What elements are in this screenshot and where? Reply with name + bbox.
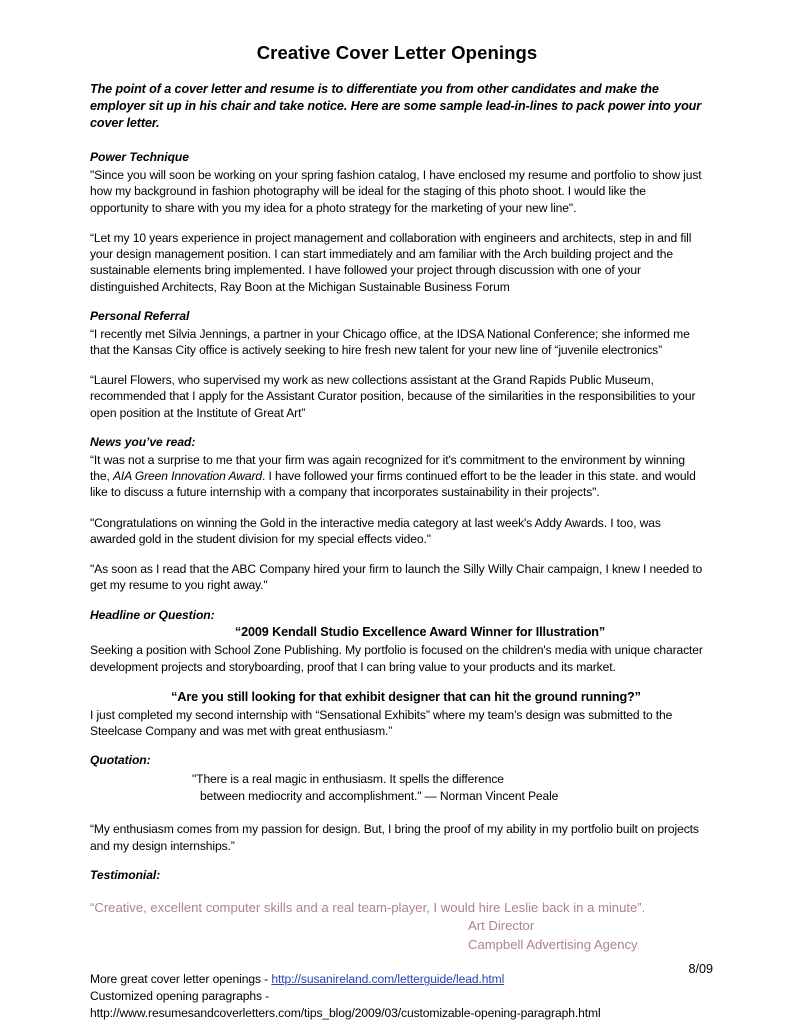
page-title: Creative Cover Letter Openings — [256, 42, 538, 63]
spacer — [90, 954, 704, 971]
section-heading-testimonial: Testimonial: — [90, 868, 161, 882]
award-name-italic: AIA Green Innovation Award — [112, 469, 262, 483]
resource-line-2-label: Customized opening paragraphs - — [90, 989, 270, 1004]
sample-headline-2: “Are you still looking for that exhibit designer that can hit the ground running?” — [171, 689, 641, 704]
power-technique-paragraph-2: “Let my 10 years experience in project management and collaboration with engineers and architects, step in and fill your design management position. I can start immediately and am familiar with the Arch building project and the sustainable elements bring implemented. I have followed your project through discussion with one of your distinguished Architects, Ray Boon at the Michigan Sustainable Business Forum — [90, 230, 692, 294]
power-technique-paragraph-1: "Since you will soon be working on your spring fashion catalog, I have enclosed my resume and portfolio to show just how my background in fashion photography will be ideal for the staging of this photo shoot. I would like the opportunity to share with you my idea for a photo strategy for the marketing of your new line". — [90, 168, 702, 215]
page-number-footer: 8/09 — [688, 962, 713, 976]
testimonial-signer-title: Art Director — [468, 918, 535, 934]
section-heading-news-youve-read: News you’ve read: — [90, 435, 196, 450]
section-heading-headline-or-question: Headline or Question: — [90, 607, 215, 622]
resource-line-3-url — [90, 1005, 704, 1022]
spacer — [90, 804, 704, 821]
document-content — [90, 42, 704, 1022]
headline-paragraph-1: Seeking a position with School Zone Publishing. My portfolio is focused on the children's media with unique character development projects and storyboarding, proof that I can bring value to your products and its market. — [90, 643, 703, 674]
news-paragraph-3: "As soon as I read that the ABC Company hired your firm to launch the Silly Willy Chair campaign, I knew I needed to get my resume to you right away." — [90, 562, 703, 593]
resource-line-1 — [90, 971, 704, 988]
headline-paragraph-2: I just completed my second internship with “Sensational Exhibits” where my team’s design was submitted to the Steelcase Company and was met with great enthusiasm.” — [90, 707, 673, 739]
testimonial-signer-company: Campbell Advertising Agency — [468, 936, 638, 952]
customizable-opening-paragraph-url: http://www.resumesandcoverletters.com/tips_blog/2009/03/customizable-opening-paragraph.html — [90, 1005, 601, 1020]
news-paragraph-1-text-a: “It was not a surprise to me that your firm was again recognized for it's commitment to the environment by winning the, — [90, 452, 685, 483]
news-paragraph-2: "Congratulations on winning the Gold in the interactive media category at last week's Addy Awards. I too, was awarded gold in the student division for my special effects video." — [90, 515, 661, 546]
quotation-line-1: "There is a real magic in enthusiasm. It spells the difference — [192, 772, 504, 787]
spacer — [90, 885, 704, 899]
news-paragraph-1 — [90, 452, 704, 501]
intro-paragraph: The point of a cover letter and resume is to differentiate you from other candidates and make the employer sit up in his chair and take notice. Here are some sample lead-in-lines to pack power into your cover letter. — [90, 82, 702, 130]
sample-headline-1: “2009 Kendall Studio Excellence Award Winner for Illustration” — [234, 625, 606, 640]
testimonial-quote: “Creative, excellent computer skills and a real team-player, I would hire Leslie back in a minute”. — [90, 899, 646, 915]
personal-referral-paragraph-1: “I recently met Silvia Jennings, a partner in your Chicago office, at the IDSA National Conference; she informed me that the Kansas City office is actively seeking to hire fresh new talent for your new line of “juvenile electronics” — [90, 326, 690, 357]
testimonial-block — [90, 899, 704, 955]
section-heading-personal-referral: Personal Referral — [90, 308, 190, 323]
resource-links — [90, 971, 704, 1021]
section-heading-quotation: Quotation: — [90, 753, 151, 768]
personal-referral-paragraph-2: “Laurel Flowers, who supervised my work as new collections assistant at the Grand Rapids Public Museum, recommended that I apply for the Assistant Curator position, because of the similarities in the responsibilities to your open position at the Institute of Great Art” — [90, 373, 696, 420]
quotation-block — [90, 771, 704, 804]
quotation-line-2: between mediocrity and accomplishment." — Norman Vincent Peale — [200, 788, 559, 803]
news-paragraph-1-text-b: . I have followed your firms continued effort to be the leader in this state. and would like to discuss a future internship with a company that incorporates sustainability in their projects". — [90, 469, 696, 500]
quotation-paragraph-1: “My enthusiasm comes from my passion for design. But, I bring the proof of my ability in my portfolio built on projects and my design internships.” — [90, 822, 699, 853]
section-heading-power-technique: Power Technique — [90, 150, 189, 165]
resource-line-1-label: More great cover letter openings - — [90, 972, 272, 987]
lead-guide-link[interactable]: http://susanireland.com/letterguide/lead.html — [271, 972, 505, 987]
